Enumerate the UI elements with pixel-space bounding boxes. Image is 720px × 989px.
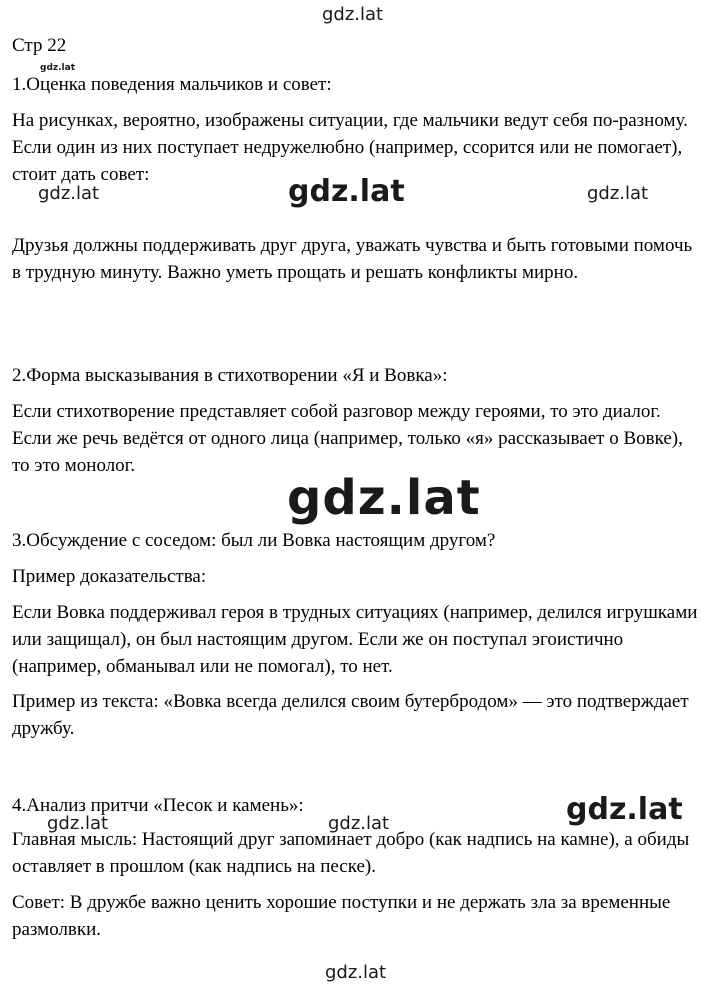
- watermark-row1-left: gdz.lat: [38, 183, 100, 204]
- page-label: Стр 22: [12, 35, 67, 56]
- section-4-heading: 4.Анализ притчи «Песок и камень»:: [12, 795, 304, 816]
- section-4-paragraph-1: Главная мысль: Настоящий друг запоминает добро (как надпись на камне), а обиды оставляет в прошлом (как надпись на песке).: [12, 829, 690, 877]
- watermark-row2-right: gdz.lat: [566, 792, 683, 827]
- watermark-row2-left: gdz.lat: [47, 813, 109, 834]
- section-3-paragraph-2: Если Вовка поддерживал героя в трудных ситуациях (например, делился игрушками или защищал), он был настоящим другом. Если же он поступал эгоистично (например, обманывал или не помогал), то нет.: [12, 602, 698, 677]
- section-3-heading: 3.Обсуждение с соседом: был ли Вовка настоящим другом?: [12, 530, 496, 551]
- section-2-paragraph-1: Если стихотворение представляет собой разговор между героями, то это диалог. Если же речь ведётся от одного лица (например, только «я» рассказывает о Вовке), то это монолог.: [12, 401, 683, 476]
- section-4-paragraph-2: Совет: В дружбе важно ценить хорошие поступки и не держать зла за временные размолвки.: [12, 892, 671, 940]
- watermark-row2-center: gdz.lat: [328, 813, 390, 834]
- watermark-row1-right: gdz.lat: [587, 183, 649, 204]
- section-2-heading: 2.Форма высказывания в стихотворении «Я и Вовка»:: [12, 365, 448, 386]
- watermark-row1-center: gdz.lat: [288, 174, 405, 209]
- section-3-paragraph-1: Пример доказательства:: [12, 566, 207, 587]
- section-1-paragraph-2: Друзья должны поддерживать друг друга, уважать чувства и быть готовыми помочь в трудную минуту. Важно уметь прощать и решать конфликты мирно.: [12, 235, 693, 283]
- section-1-heading: 1.Оценка поведения мальчиков и совет:: [12, 74, 332, 95]
- section-1-paragraph-1: На рисунках, вероятно, изображены ситуации, где мальчики ведут себя по-разному. Если один из них поступает недружелюбно (например, ссорится или не помогает), стоит дать совет:: [12, 110, 688, 185]
- watermark-top: gdz.lat: [322, 4, 384, 25]
- watermark-bottom: gdz.lat: [325, 962, 387, 983]
- section-3-paragraph-3: Пример из текста: «Вовка всегда делился своим бутербродом» — это подтверждает дружбу.: [12, 691, 689, 739]
- watermark-tiny: gdz.lat: [40, 63, 76, 73]
- watermark-big-center: gdz.lat: [287, 470, 481, 526]
